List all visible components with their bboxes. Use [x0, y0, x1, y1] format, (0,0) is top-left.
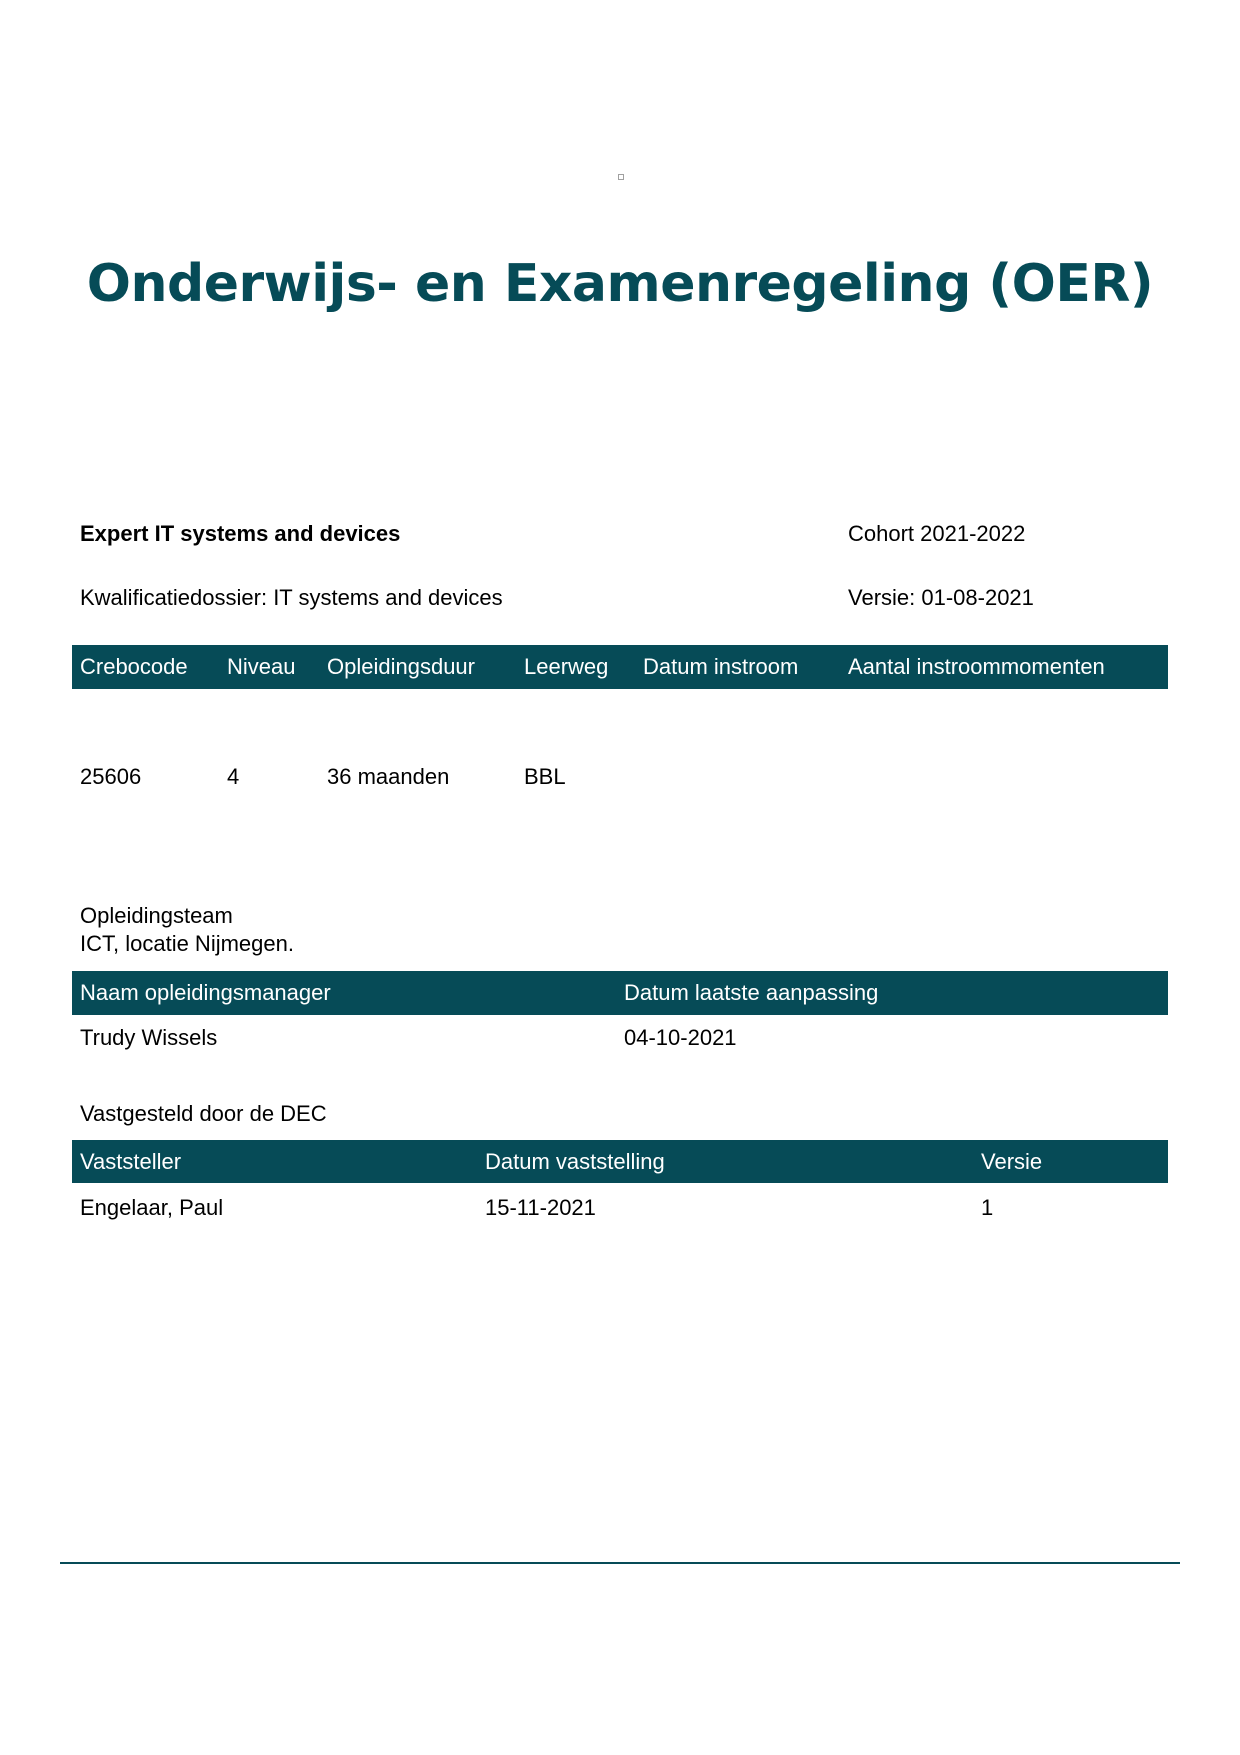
- cohort-label: Cohort 2021-2022: [848, 521, 1026, 546]
- team-location: ICT, locatie Nijmegen.: [80, 931, 294, 956]
- header-aantal-instroommomenten: Aantal instroommomenten: [848, 654, 1105, 679]
- cell-vaststeller: Engelaar, Paul: [80, 1195, 224, 1220]
- header-vaststeller: Vaststeller: [80, 1149, 182, 1174]
- header-datum-vaststelling: Datum vaststelling: [485, 1149, 665, 1174]
- dec-table-header: [72, 1140, 1168, 1183]
- version-label: Versie: 01-08-2021: [848, 585, 1034, 610]
- footer-divider: [60, 1562, 1180, 1564]
- cell-versie: 1: [981, 1195, 994, 1220]
- cell-opleidingsduur: 36 maanden: [327, 764, 450, 789]
- program-name: Expert IT systems and devices: [80, 521, 401, 546]
- header-crebocode: Crebocode: [80, 654, 188, 679]
- header-versie: Versie: [981, 1149, 1043, 1174]
- cell-last-modified: 04-10-2021: [624, 1025, 737, 1050]
- header-datum-laatste-aanpassing: Datum laatste aanpassing: [624, 980, 879, 1005]
- cell-crebocode: 25606: [80, 764, 142, 789]
- cell-datum-vaststelling: 15-11-2021: [485, 1195, 596, 1220]
- header-niveau: Niveau: [227, 654, 296, 679]
- logo-placeholder: [618, 174, 624, 180]
- cell-leerweg: BBL: [524, 764, 566, 789]
- manager-table-header: [72, 971, 1168, 1015]
- page-title: Onderwijs- en Examenregeling (OER): [86, 254, 1154, 314]
- header-leerweg: Leerweg: [524, 654, 609, 679]
- team-label: Opleidingsteam: [80, 903, 233, 928]
- dossier-label: Kwalificatiedossier: IT systems and devices: [80, 585, 503, 610]
- program-table-header: [72, 645, 1168, 689]
- header-opleidingsduur: Opleidingsduur: [327, 654, 475, 679]
- dec-label: Vastgesteld door de DEC: [80, 1101, 327, 1126]
- cell-niveau: 4: [227, 764, 240, 789]
- header-naam-opleidingsmanager: Naam opleidingsmanager: [80, 980, 331, 1005]
- header-datum-instroom: Datum instroom: [643, 654, 799, 679]
- cell-manager-name: Trudy Wissels: [80, 1025, 218, 1050]
